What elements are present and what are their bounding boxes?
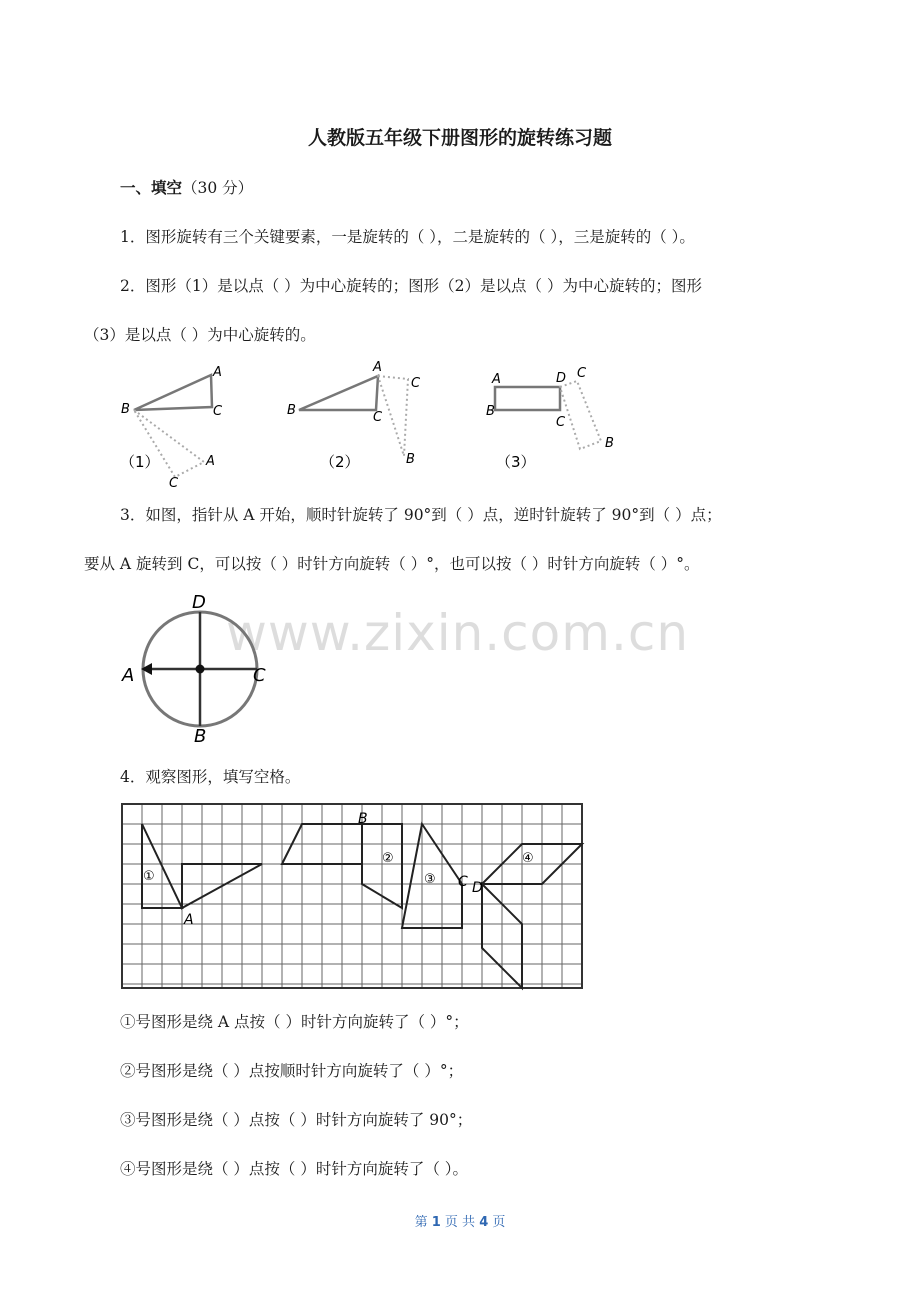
figure-2 — [287, 360, 421, 471]
clock-label-top: D — [192, 592, 206, 613]
grid-point-b: B — [358, 811, 368, 827]
fig2-point-c: C — [373, 410, 383, 425]
fig1-label: （1） — [120, 453, 160, 471]
shape-1-label: ① — [143, 869, 155, 884]
figure-3-rotated-rectangle — [560, 381, 601, 449]
fig1-point-c2: C — [169, 476, 179, 490]
fig1-point-a2: A — [206, 454, 215, 469]
grid-point-a: A — [184, 912, 194, 928]
question-4-item-4: ④号图形是绕（ ）点按（ ）时针方向旋转了（ ）。 — [120, 1160, 469, 1178]
footer-total-pages: 4 — [479, 1215, 489, 1230]
section-heading-text: 一、填空 — [120, 179, 183, 197]
fig1-point-a: A — [213, 365, 222, 380]
question-2-line-2: （3）是以点（ ）为中心旋转的。 — [84, 326, 316, 344]
figure-3-rectangle — [495, 387, 560, 410]
footer-suffix: 页 — [492, 1215, 506, 1230]
rotation-grid — [116, 800, 590, 996]
section-heading — [120, 176, 253, 198]
question-4-heading: 4．观察图形，填写空格。 — [120, 768, 301, 786]
question-1: 1．图形旋转有三个关键要素，一是旋转的（ ），二是旋转的（ ），三是旋转的（ ）。 — [120, 228, 695, 246]
rotation-figures — [110, 355, 630, 490]
grid-point-c: C — [458, 874, 468, 890]
grid-lines — [122, 804, 582, 988]
fig2-point-c2: C — [411, 376, 421, 391]
fig3-point-b: B — [486, 404, 495, 419]
figure-2-rotated-triangle — [378, 376, 408, 456]
fig3-point-b2: B — [605, 436, 614, 451]
fig1-point-b: B — [121, 402, 130, 417]
figure-3 — [486, 366, 614, 471]
fig3-label: （3） — [496, 453, 536, 471]
footer-page-number: 1 — [431, 1215, 441, 1230]
fig2-point-b: B — [287, 403, 296, 418]
footer-prefix: 第 — [414, 1215, 428, 1230]
fig2-label: （2） — [320, 453, 360, 471]
clock-label-right: C — [253, 665, 266, 686]
question-4-item-3: ③号图形是绕（ ）点按（ ）时针方向旋转了 90°； — [120, 1111, 473, 1129]
grid-point-d: D — [472, 880, 483, 896]
figure-1 — [120, 365, 223, 490]
grid-border — [122, 804, 582, 988]
question-3-line-2: 要从 A 旋转到 C，可以按（ ）时针方向旋转（ ）°，也可以按（ ）时针方向旋转（ ）°。 — [84, 555, 700, 573]
footer-middle: 页 共 — [444, 1215, 476, 1230]
clock-center-dot — [196, 665, 205, 674]
page-footer — [0, 1211, 920, 1230]
figure-2-triangle — [299, 376, 378, 410]
fig2-point-b2: B — [406, 452, 415, 467]
figure-1-triangle — [134, 375, 212, 410]
fig3-point-c2: C — [577, 366, 587, 381]
shape-4-label: ④ — [522, 851, 534, 866]
watermark: www.zixin.com.cn — [226, 604, 690, 662]
question-3-line-1: 3．如图，指针从 A 开始，顺时针旋转了 90°到（ ）点，逆时针旋转了 90°到（ ）点； — [120, 506, 722, 524]
clock-label-bottom: B — [194, 726, 207, 747]
shape-2-label: ② — [382, 851, 394, 866]
question-2-line-1: 2．图形（1）是以点（ ）为中心旋转的；图形（2）是以点（ ）为中心旋转的；图形 — [120, 277, 702, 295]
clock-label-left: A — [122, 665, 135, 686]
shape-3-label: ③ — [424, 872, 436, 887]
question-4-item-2: ②号图形是绕（ ）点按顺时针方向旋转了（ ）°； — [120, 1062, 464, 1080]
fig2-point-a: A — [373, 360, 382, 375]
section-score: （30 分） — [182, 179, 254, 197]
fig1-point-c: C — [213, 404, 223, 419]
question-4-item-1: ①号图形是绕 A 点按（ ）时针方向旋转了（ ）°； — [120, 1013, 469, 1031]
clock-figure — [118, 588, 278, 748]
fig3-point-c: C — [556, 415, 566, 430]
fig3-point-d: D — [556, 371, 567, 386]
fig3-point-a: A — [492, 372, 501, 387]
page-title: 人教版五年级下册图形的旋转练习题 — [307, 127, 612, 149]
